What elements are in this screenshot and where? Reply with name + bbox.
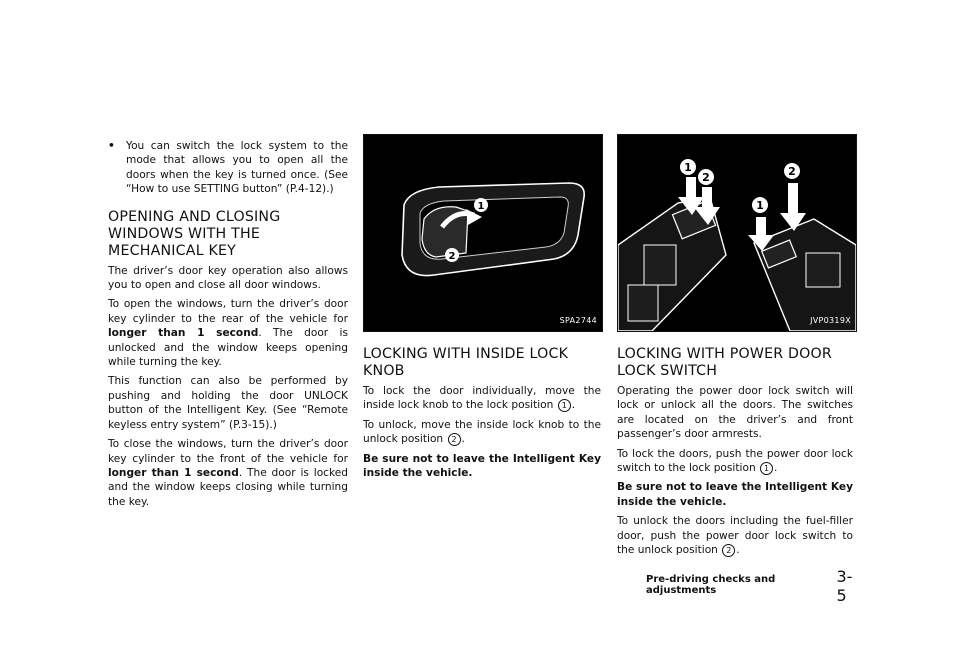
figure-power-door-lock xyxy=(617,134,857,332)
page-footer xyxy=(646,567,860,605)
figure-inside-lock-knob xyxy=(363,134,603,332)
bullet-text: You can switch the lock system to the mode that allows you to open all the doors when the key is turned once. (See “How to use SETTING button” (P.4-12).) xyxy=(126,140,348,196)
text-open-windows-b: . The door is unlocked and the window keeps opening while turning the key. xyxy=(108,327,348,369)
text-close-windows-bold: longer than 1 second xyxy=(108,466,239,479)
marker-1-icon: 1 xyxy=(558,399,571,412)
text-lock-doors-b: . xyxy=(774,462,778,475)
column-middle xyxy=(363,134,601,485)
bullet-dot: • xyxy=(108,140,115,152)
text-lock-a: To lock the door individually, move the inside lock knob to the lock position xyxy=(363,385,601,412)
marker-2-icon: 2 xyxy=(722,544,735,557)
paragraph-switch-location: Operating the power door lock switch will lock or unlock all the doors. The switches are located on the driver’s and front passenger’s door armrests. xyxy=(617,385,853,441)
paragraph-close-windows xyxy=(108,437,348,509)
paragraph-door-key-operation: The driver’s door key operation also allows you to open and close all door windows. xyxy=(108,264,348,292)
text-unlock-b: . xyxy=(461,433,465,446)
text-lock-b: . xyxy=(571,399,576,412)
marker-2-icon: 2 xyxy=(448,433,461,446)
figure-marker-left-2: 2 xyxy=(702,171,710,184)
text-open-windows-a: To open the windows, turn the driver’s door key cylinder to the rear of the vehicle for xyxy=(108,298,348,325)
text-unlock-doors-a: To unlock the doors including the fuel-filler door, push the power door lock switch to the unlock position xyxy=(617,515,853,557)
text-lock-doors-a: To lock the doors, push the power door lock switch to the lock position xyxy=(617,447,853,475)
paragraph-intelligent-key: This function can also be performed by pushing and holding the door UNLOCK button of the Intelligent Key. (See “Remote keyless entry system” (P.3-15).) xyxy=(108,375,348,431)
figure-marker-2: 2 xyxy=(448,251,456,262)
marker-1-icon: 1 xyxy=(760,462,773,475)
text-unlock-doors-b: . xyxy=(736,544,740,557)
heading-inside-lock-knob: LOCKING WITH INSIDE LOCK KNOB xyxy=(363,346,569,379)
text-unlock-a: To unlock, move the inside lock knob to the unlock position xyxy=(363,418,601,446)
figure-marker-right-2: 2 xyxy=(788,165,796,178)
text-close-windows-b: . The door is locked and the window keeps closing while turning the key. xyxy=(108,466,349,508)
paragraph-unlock-doors xyxy=(617,514,853,557)
warning-intelligent-key: Be sure not to leave the Intelligent Key inside the vehicle. xyxy=(617,481,853,508)
inside-lock-knob-illustration xyxy=(364,135,602,331)
bullet-note xyxy=(108,139,348,197)
column-left xyxy=(108,139,348,514)
heading-power-door-lock: LOCKING WITH POWER DOOR LOCK SWITCH xyxy=(617,346,832,379)
paragraph-unlock-knob xyxy=(363,418,601,447)
power-door-lock-illustration xyxy=(618,135,856,331)
heading-windows-mechanical-key: OPENING AND CLOSING WINDOWS WITH THE MECHANICAL KEY xyxy=(108,208,281,259)
text-open-windows-bold: longer than 1 second xyxy=(108,327,259,340)
figure-marker-left-1: 1 xyxy=(684,161,692,174)
warning-intelligent-key: Be sure not to leave the Intelligent Key inside the vehicle. xyxy=(363,452,601,480)
page-number: 3-5 xyxy=(836,567,853,605)
footer-section-title: Pre-driving checks and adjustments xyxy=(646,574,776,596)
paragraph-open-windows xyxy=(108,297,348,369)
figure-marker-right-1: 1 xyxy=(756,199,764,212)
paragraph-lock-doors xyxy=(617,447,853,476)
text-close-windows-a: To close the windows, turn the driver’s door key cylinder to the front of the vehicle for xyxy=(108,438,348,465)
column-right xyxy=(617,134,853,562)
figure-marker-1: 1 xyxy=(477,201,485,212)
figure-code: SPA2744 xyxy=(559,315,597,325)
figure-code: JVP0319X xyxy=(810,315,851,325)
paragraph-lock-individually xyxy=(363,384,601,413)
